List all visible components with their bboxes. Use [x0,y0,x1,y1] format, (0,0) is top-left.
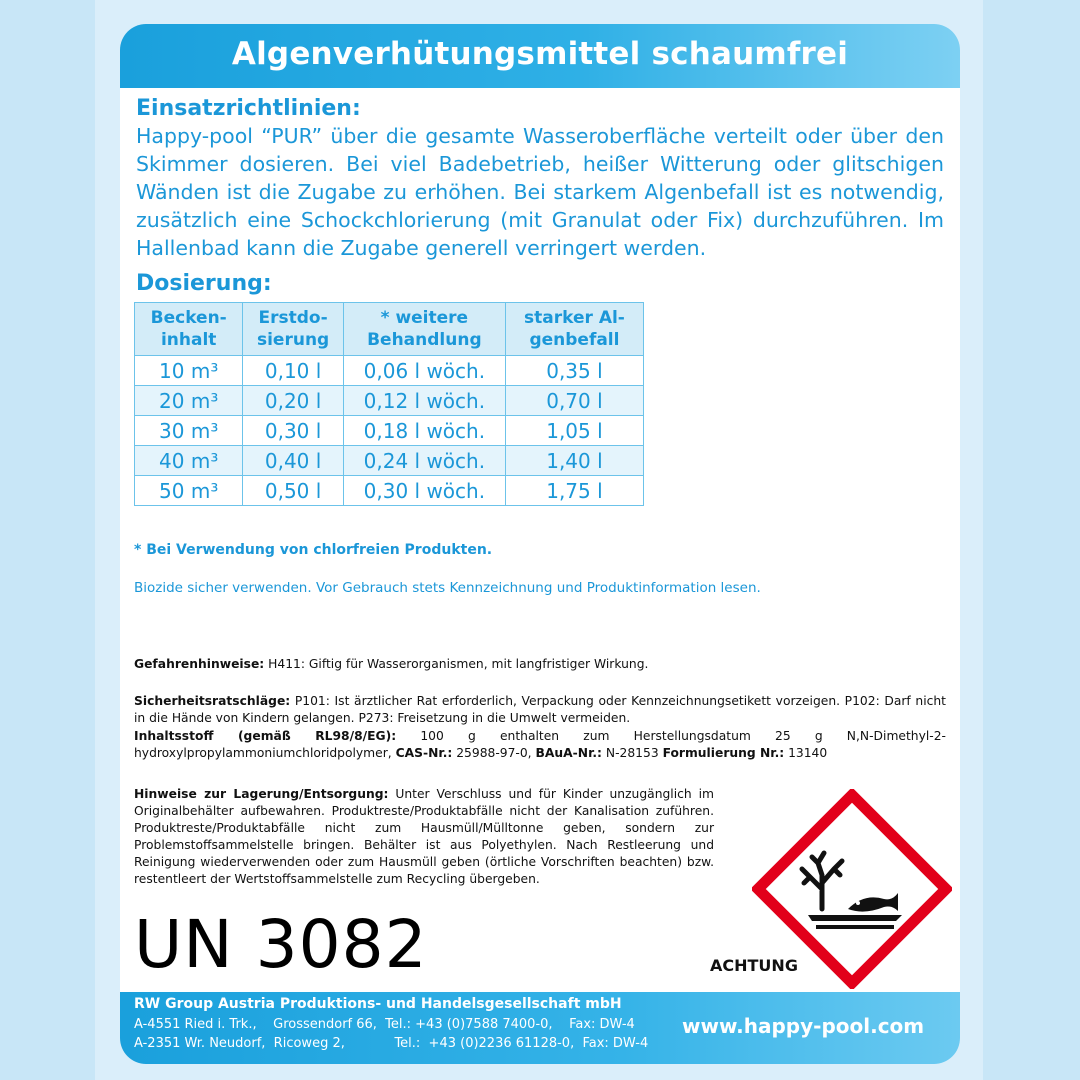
cas-number: 25988-97-0, [452,746,536,760]
header-beckeninhalt: Becken- inhalt [135,303,243,356]
biozid-note: Biozide sicher verwenden. Vor Gebrauch stets Kennzeichnung und Produktinformation lesen. [134,580,761,596]
dosage-footnote: * Bei Verwendung von chlorfreien Produkten. [134,542,493,558]
sicherheit-text: P101: Ist ärztlicher Rat erforderlich, Verpackung oder Kennzeichnungsetikett vorzeigen. P102: Darf nicht in die Hände von Kindern gelangen. P273: Freisetzung in die Umwelt vermeiden. [134,694,946,725]
einsatz-heading: Einsatzrichtlinien: [136,96,361,121]
formulierung-number: 13140 [784,746,828,760]
lagerung-entsorgung [134,786,714,888]
sicherheit-label: Sicherheitsratschläge: [134,694,291,708]
product-title: Algenverhütungsmittel schaumfrei [231,36,849,72]
table-row [135,416,644,446]
website-link[interactable]: www.happy-pool.com [682,1014,925,1038]
cell-volume: 20 m³ [135,386,243,416]
sicherheitsratschlaege [134,693,946,727]
address-line-ried: A-4551 Ried i. Trk., Grossendorf 66, Tel.: +43 (0)7588 7400-0, Fax: DW-4 [134,1017,635,1032]
address-line-neudorf: A-2351 Wr. Neudorf, Ricoweg 2, Tel.: +43 (0)2236 61128-0, Fax: DW-4 [134,1036,649,1051]
dosage-table [134,302,644,506]
table-row [135,356,644,386]
cell-volume: 50 m³ [135,476,243,506]
table-row [135,476,644,506]
cell-weitere: 0,06 l wöch. [343,356,505,386]
bauа-number: N-28153 [601,746,663,760]
lagerung-text: Unter Verschluss und für Kinder unzugänglich im Originalbehälter aufbewahren. Produktreste/Produktabfälle nicht der Kanalisation zuführen. Produktreste/Produktabfälle nicht zum Hausmüll/Mülltonne geben, sondern zur Problemstoffsammelstelle bringen. Behälter ist aus Polyethylen. Nach Restleerung und Reinigung wiederverwenden oder zum Hausmüll geben (örtliche Vorschriften beachten) bzw. restentleert der Wertstoffsammelstelle zum Recycling übergeben. [134,787,714,886]
gefahren-text: H411: Giftig für Wasserorganismen, mit langfristiger Wirkung. [264,657,649,671]
footer-bar [120,992,960,1064]
company-name: RW Group Austria Produktions- und Handelsgesellschaft mbH [134,996,622,1012]
formulierung-label: Formulierung Nr.: [662,746,785,760]
cell-erstdosierung: 0,30 l [243,416,343,446]
cell-volume: 30 m³ [135,416,243,446]
cell-algenbefall: 1,75 l [505,476,643,506]
cell-weitere: 0,18 l wöch. [343,416,505,446]
cell-erstdosierung: 0,50 l [243,476,343,506]
gefahrenhinweise [134,656,944,673]
einsatz-text: Happy-pool “PUR” über die gesamte Wasseroberfläche verteilt oder über den Skimmer dosieren. Bei viel Badebetrieb, heißer Witterung oder glitschigen Wänden ist die Zugabe zu erhöhen. Bei starkem Algenbefall ist es notwendig, zusätzlich eine Schockchlorierung (mit Granulat oder Fix) durchzuführen. Im Hallenbad kann die Zugabe generell verringert werden. [136,124,944,260]
cell-weitere: 0,12 l wöch. [343,386,505,416]
dosierung-heading: Dosierung: [136,271,272,296]
cell-algenbefall: 1,05 l [505,416,643,446]
dosage-table-header [135,303,644,356]
cas-label: CAS-Nr.: [395,746,453,760]
cell-volume: 40 m³ [135,446,243,476]
bauа-label: BAuA-Nr.: [535,746,602,760]
cell-erstdosierung: 0,40 l [243,446,343,476]
title-bar [120,24,960,88]
inhaltsstoff [134,728,946,762]
inhalt-label: Inhaltsstoff (gemäß RL98/8/EG): [134,729,397,743]
cell-algenbefall: 0,70 l [505,386,643,416]
cell-weitere: 0,30 l wöch. [343,476,505,506]
cell-erstdosierung: 0,10 l [243,356,343,386]
cell-algenbefall: 1,40 l [505,446,643,476]
table-row [135,386,644,416]
cell-erstdosierung: 0,20 l [243,386,343,416]
lagerung-label: Hinweise zur Lagerung/Entsorgung: [134,787,389,801]
cell-algenbefall: 0,35 l [505,356,643,386]
header-starker-algenbefall: starker Al- genbefall [505,303,643,356]
header-erstdosierung: Erstdo- sierung [243,303,343,356]
cell-volume: 10 m³ [135,356,243,386]
table-row [135,446,644,476]
product-label [120,24,960,1064]
inhalt-text: 100 g enthalten zum Herstellungsdatum 25 g N,N-Dimethyl-2-hydroxylpropylammoniumchloridpolymer, [134,729,946,760]
header-weitere-behandlung: * weitere Behandlung [343,303,505,356]
un-number: UN 3082 [134,906,428,983]
gefahren-label: Gefahrenhinweise: [134,657,265,671]
signal-word: ACHTUNG [710,956,798,975]
cell-weitere: 0,24 l wöch. [343,446,505,476]
